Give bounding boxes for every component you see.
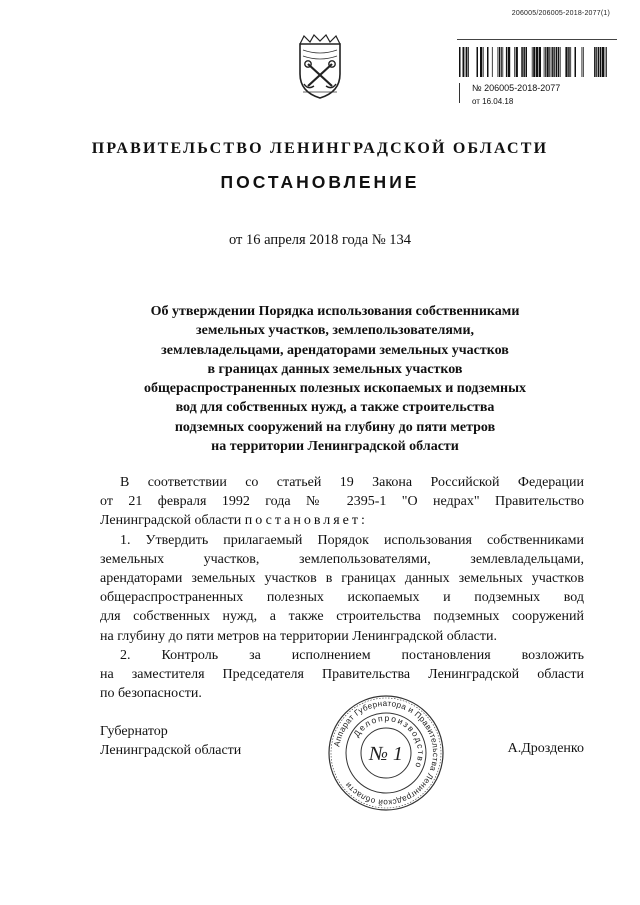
barcode-bar [583,47,584,77]
barcode-bar [501,47,502,77]
barcode-bar [539,47,541,77]
barcode-bar [547,47,549,77]
stamp-inner-text: Делопроизводство [351,712,427,771]
barcode-bar [598,47,600,77]
barcode-bar [502,47,503,77]
stamp-number: № 1 [369,743,403,765]
barcode-bar [544,47,545,77]
item1-line: общераспространенных полезных ископаемых и подземных вод [100,590,584,606]
barcode-bar [570,47,571,77]
barcode-bar [556,47,558,77]
barcode-bar [521,47,523,77]
decree-body [100,473,584,703]
barcode-bar [600,47,602,77]
subject-line: землевладельцами, арендаторами земельных участков [161,342,509,358]
signatory-position [100,722,241,760]
subject-line: вод для собственных нужд, а также строительства [175,400,495,416]
subject-line: общераспространенных полезных ископаемых и подземных [143,381,527,397]
official-stamp [326,693,446,813]
subject-line: земельных участков, землепользователями, [195,323,475,339]
registration-number: № 206005-2018-2077 [472,83,561,93]
barcode-bar [465,47,466,77]
barcode-bar [466,47,468,77]
barcode-bar [506,47,508,77]
barcode-bar [499,47,501,77]
registration-date: от 16.04.18 [472,97,514,106]
item1-line: 1. Утвердить прилагаемый Порядок использования собственниками [120,532,584,548]
position-line: Ленинградской области [100,743,242,758]
barcode-bar [498,47,499,77]
barcode-bar [514,47,515,77]
barcode-bar [605,47,606,77]
subject-line: Об утверждении Порядка использования собственниками [150,304,520,319]
barcode-bar [536,47,538,77]
barcode-bar [594,47,596,77]
position-line: Губернатор [100,724,168,739]
decree-date-number: от 16 апреля 2018 года № 134 [228,232,412,248]
barcode-bar [565,47,567,77]
barcode-bar [483,47,484,77]
barcode-bar [532,47,533,77]
decree-subject [100,302,570,456]
barcode-bar [508,47,510,77]
item1-line: для собственных нужд, а также строительства подземных сооружений [100,609,584,625]
resolves-word: постановляет: [244,513,368,529]
intro-line [100,511,584,530]
subject-line: на территории Ленинградской области [211,439,459,455]
barcode-tick [459,83,460,103]
intro-line-text: Ленинградской области [100,513,245,529]
intro-line: от 21 февраля 1992 года № 2395-1 "О недрах" Правительство [100,494,584,510]
intro-line: В соответствии со статьей 19 Закона Российской Федерации [120,475,584,490]
barcode-bar [487,47,489,77]
barcode-bar [606,47,607,77]
subject-line: подземных сооружений на глубину до пяти метров [174,419,496,435]
barcode-rule [457,39,617,40]
item1-line: земельных участков, землепользователями, землевладельцами, [100,551,584,567]
barcode-bar [568,47,570,77]
item1-line: арендаторами земельных участков в границах данных земельных участков [100,570,584,586]
barcode-bar [477,47,479,77]
barcode-bar [552,47,554,77]
barcode-bar [516,47,518,77]
coat-of-arms-icon [294,34,346,102]
barcode-bar [480,47,482,77]
barcode [459,47,609,77]
barcode-bar [526,47,528,77]
barcode-bar [602,47,604,77]
barcode-bar [551,47,552,77]
barcode-bar [560,47,561,77]
document-type: ПОСТАНОВЛЕНИЕ [220,172,420,192]
barcode-bar [582,47,583,77]
barcode-bar [554,47,555,77]
barcode-bar [492,47,493,77]
subject-line: в границах данных земельных участков [207,361,463,377]
item1-line: на глубину до пяти метров на территории Ленинградской области. [100,628,497,644]
barcode-bar [523,47,525,77]
signatory-name: А.Дрозденко [507,741,584,756]
item2-line: по безопасности. [100,686,202,702]
stamp-outer-text: Аппарат Губернатора и Правительства Ленинградской области [332,698,441,808]
barcode-bar [463,47,465,77]
item2-line: на заместителя Председателя Правительства Ленинградской области [100,666,584,682]
barcode-bar [558,47,560,77]
barcode-bar [459,47,461,77]
government-title: ПРАВИТЕЛЬСТВО ЛЕНИНГРАДСКОЙ ОБЛАСТИ [91,140,549,157]
barcode-bar [533,47,535,77]
barcode-bar [575,47,577,77]
barcode-bar [545,47,546,77]
barcode-bar [596,47,597,77]
barcode-bar [549,47,550,77]
reference-code: 206005/206005-2018-2077(1) [511,10,610,17]
item2-line: 2. Контроль за исполнением постановления возложить [120,647,584,663]
barcode-bar [468,47,469,77]
